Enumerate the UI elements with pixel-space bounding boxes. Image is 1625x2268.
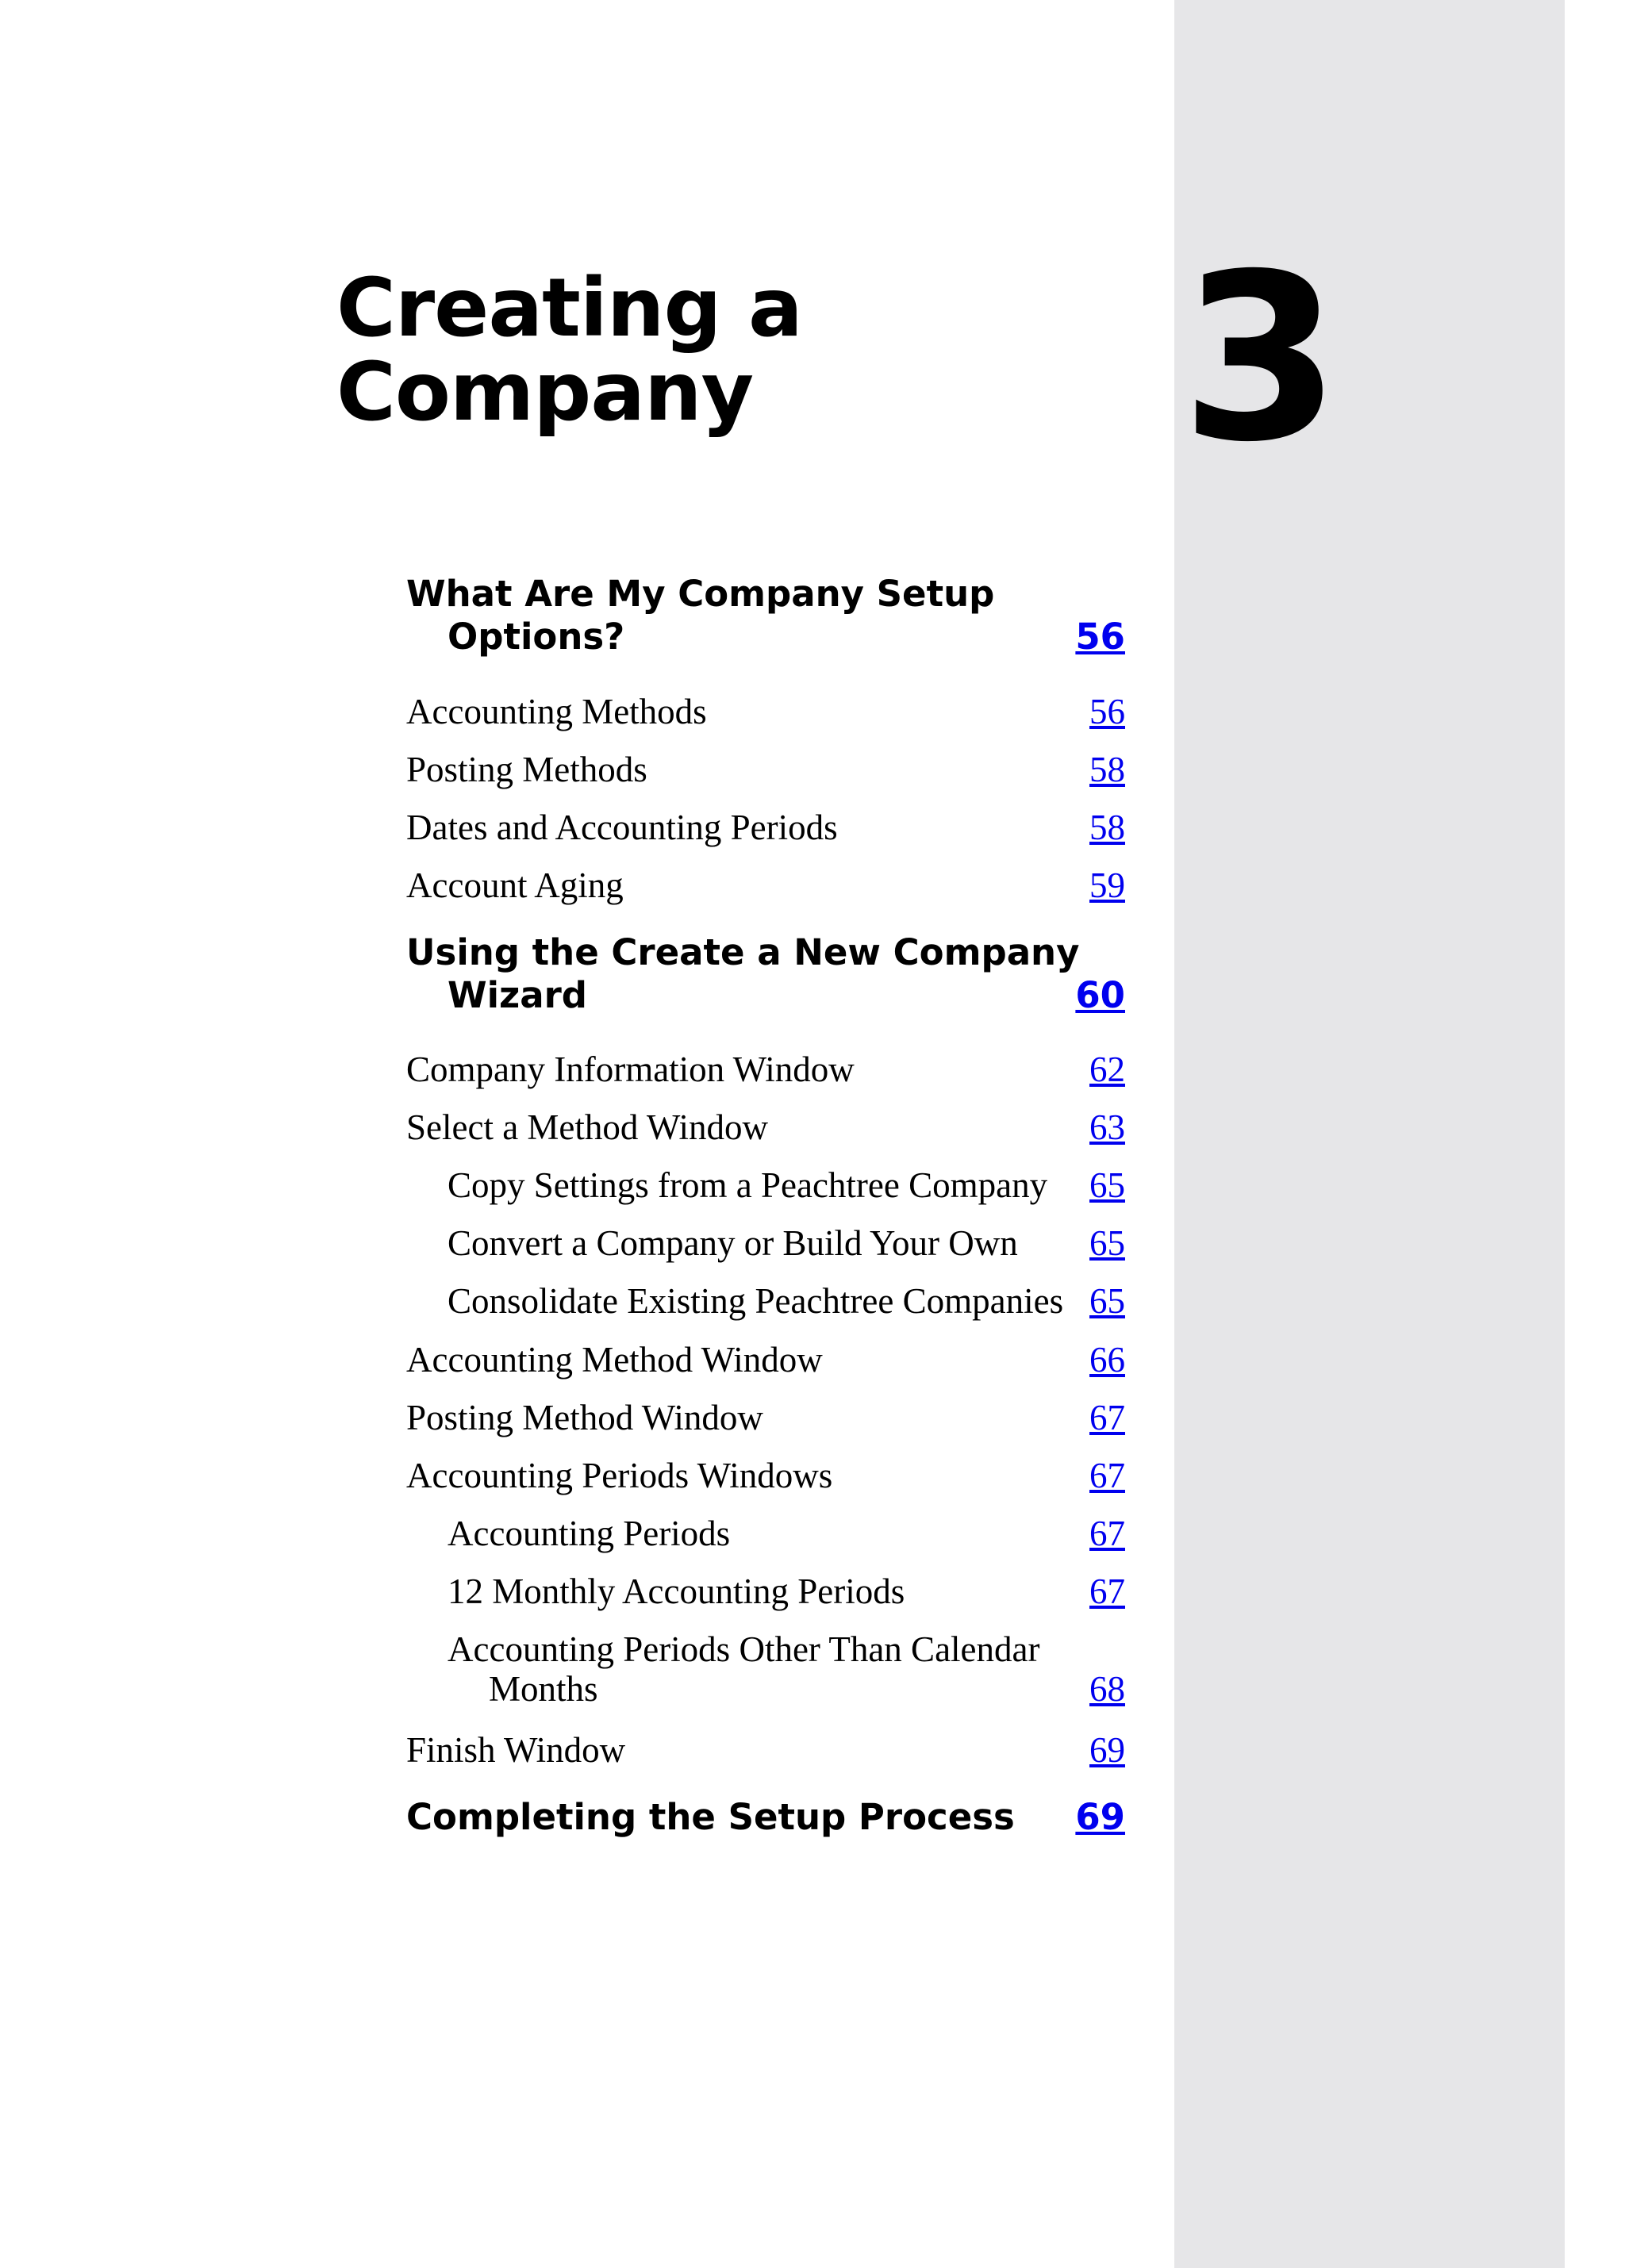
toc-entry-accounting-periods-windows[interactable] [406, 1456, 1125, 1495]
toc-page-link[interactable]: 56 [1075, 616, 1125, 658]
toc-entry-consolidate[interactable] [406, 1281, 1125, 1321]
toc-entry-label: Finish Window [406, 1730, 626, 1770]
table-of-contents [406, 0, 1125, 2268]
toc-entry-label: Completing the Setup Process [406, 1796, 1015, 1838]
toc-page-link[interactable]: 67 [1089, 1398, 1125, 1437]
toc-entry-posting-method-window[interactable] [406, 1398, 1125, 1437]
toc-entry-company-information[interactable] [406, 1050, 1125, 1089]
toc-entry-label: Dates and Accounting Periods [406, 808, 838, 847]
toc-page-link[interactable]: 67 [1089, 1571, 1125, 1611]
toc-entry-label: Account Aging [406, 865, 624, 905]
toc-entry-label: Convert a Company or Build Your Own [448, 1223, 1018, 1263]
toc-entry-select-method[interactable] [406, 1107, 1125, 1147]
toc-entry-label: 12 Monthly Accounting Periods [448, 1571, 905, 1611]
chapter-title-line-1: Creating a [336, 261, 802, 355]
toc-entry-new-company-wizard[interactable] [406, 931, 1125, 1020]
toc-entry-convert-company[interactable] [406, 1223, 1125, 1263]
toc-page-link[interactable]: 58 [1089, 750, 1125, 789]
toc-page-link[interactable]: 65 [1089, 1223, 1125, 1263]
toc-entry-accounting-periods[interactable] [406, 1514, 1125, 1553]
toc-entry-label: Company Information Window [406, 1050, 855, 1089]
chapter-title-line-2: Company [336, 345, 754, 439]
toc-page-link[interactable]: 67 [1089, 1514, 1125, 1553]
toc-entry-accounting-methods[interactable] [406, 692, 1125, 731]
toc-entry-setup-options[interactable] [406, 573, 1125, 662]
toc-entry-monthly-periods[interactable] [406, 1571, 1125, 1611]
toc-entry-copy-settings[interactable] [406, 1165, 1125, 1205]
toc-entry-label: Accounting Method Window [406, 1340, 823, 1380]
toc-entry-label: What Are My Company Setup Options? [406, 573, 995, 658]
toc-entry-label: Posting Method Window [406, 1398, 763, 1437]
toc-page-link[interactable]: 62 [1089, 1050, 1125, 1089]
toc-page-link[interactable]: 59 [1089, 865, 1125, 905]
toc-page-link[interactable]: 67 [1089, 1456, 1125, 1495]
toc-entry-dates-periods[interactable] [406, 808, 1125, 847]
toc-page-link[interactable]: 63 [1089, 1107, 1125, 1147]
toc-entry-other-periods[interactable] [406, 1629, 1125, 1709]
toc-entry-label: Posting Methods [406, 750, 647, 789]
toc-entry-label: Accounting Periods Other Than Calendar Months [448, 1629, 1040, 1709]
toc-page-link[interactable]: 65 [1089, 1281, 1125, 1321]
toc-entry-label: Accounting Periods [448, 1514, 731, 1553]
toc-entry-completing-setup[interactable] [406, 1796, 1125, 1839]
toc-page-link[interactable]: 68 [1089, 1669, 1125, 1709]
toc-page-link[interactable]: 66 [1089, 1340, 1125, 1380]
toc-page-link[interactable]: 69 [1089, 1730, 1125, 1770]
page-margin [1565, 0, 1625, 2268]
toc-page-link[interactable]: 60 [1075, 974, 1125, 1016]
toc-page-link[interactable]: 58 [1089, 808, 1125, 847]
toc-entry-finish-window[interactable] [406, 1730, 1125, 1770]
toc-entry-account-aging[interactable] [406, 865, 1125, 905]
toc-entry-label: Accounting Methods [406, 692, 707, 731]
chapter-number: 3 [1181, 225, 1338, 493]
toc-page-link[interactable]: 56 [1089, 692, 1125, 731]
toc-entry-label: Accounting Periods Windows [406, 1456, 833, 1495]
toc-entry-label: Consolidate Existing Peachtree Companies [448, 1281, 1064, 1321]
toc-entry-label: Using the Create a New Company Wizard [406, 931, 1080, 1016]
toc-page-link[interactable]: 65 [1089, 1165, 1125, 1205]
toc-page-link[interactable]: 69 [1075, 1796, 1125, 1838]
toc-entry-posting-methods[interactable] [406, 750, 1125, 789]
toc-entry-accounting-method-window[interactable] [406, 1340, 1125, 1380]
toc-entry-label: Copy Settings from a Peachtree Company [448, 1165, 1048, 1205]
toc-entry-label: Select a Method Window [406, 1107, 769, 1147]
